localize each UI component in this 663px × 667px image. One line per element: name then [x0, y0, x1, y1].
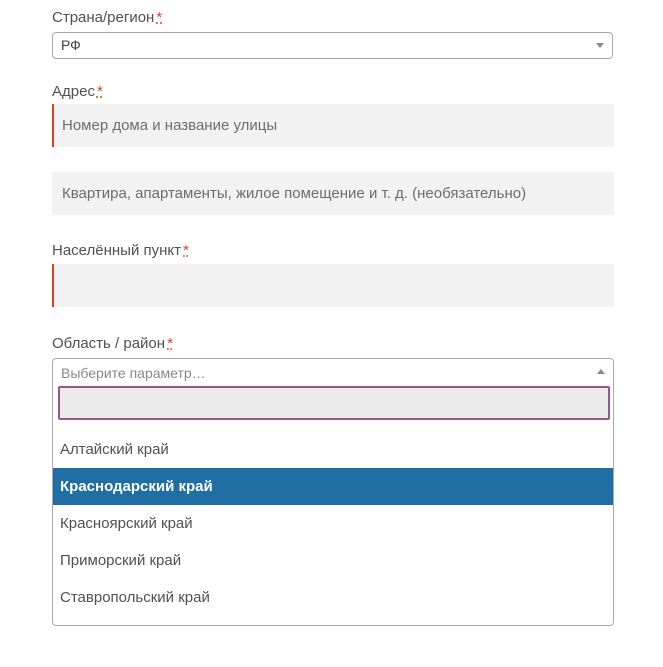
- caret-down-icon: [596, 43, 604, 48]
- address-line2-placeholder: Квартира, апартаменты, жилое помещение и т. д. (необязательно): [62, 185, 527, 202]
- required-mark: *: [167, 335, 173, 352]
- region-option-primorsky[interactable]: Приморский край: [60, 552, 182, 569]
- region-option-altai[interactable]: Алтайский край: [60, 441, 169, 458]
- region-option-krasnodar[interactable]: Краснодарский край: [53, 468, 613, 505]
- required-mark: *: [96, 83, 103, 100]
- required-mark: *: [183, 242, 189, 259]
- city-input[interactable]: [52, 264, 614, 307]
- address-line1-input[interactable]: [52, 104, 614, 147]
- region-search-input[interactable]: [58, 386, 610, 420]
- city-label: [52, 241, 189, 261]
- country-label: [52, 8, 162, 28]
- address-line2-input[interactable]: [52, 172, 614, 215]
- address-label-text: Адрес: [52, 83, 95, 100]
- country-label-text: Страна/регион: [52, 9, 155, 26]
- region-label-text: Область / район: [52, 335, 166, 352]
- required-mark: *: [156, 9, 163, 26]
- address-label: [52, 82, 103, 102]
- region-option-stavropol[interactable]: Ставропольский край: [60, 589, 210, 606]
- region-select-dropdown[interactable]: [52, 358, 614, 626]
- region-select-placeholder: Выберите параметр…: [61, 365, 206, 381]
- region-options-list: [53, 431, 613, 616]
- region-label: [52, 334, 173, 354]
- city-label-text: Населённый пункт: [52, 242, 182, 259]
- caret-up-icon: [597, 369, 605, 374]
- address-line1-placeholder: Номер дома и название улицы: [62, 117, 278, 134]
- country-select[interactable]: [52, 32, 613, 59]
- region-select[interactable]: [53, 359, 613, 387]
- region-option-krasnoyarsk[interactable]: Красноярский край: [60, 515, 193, 532]
- country-select-value: РФ: [61, 37, 81, 53]
